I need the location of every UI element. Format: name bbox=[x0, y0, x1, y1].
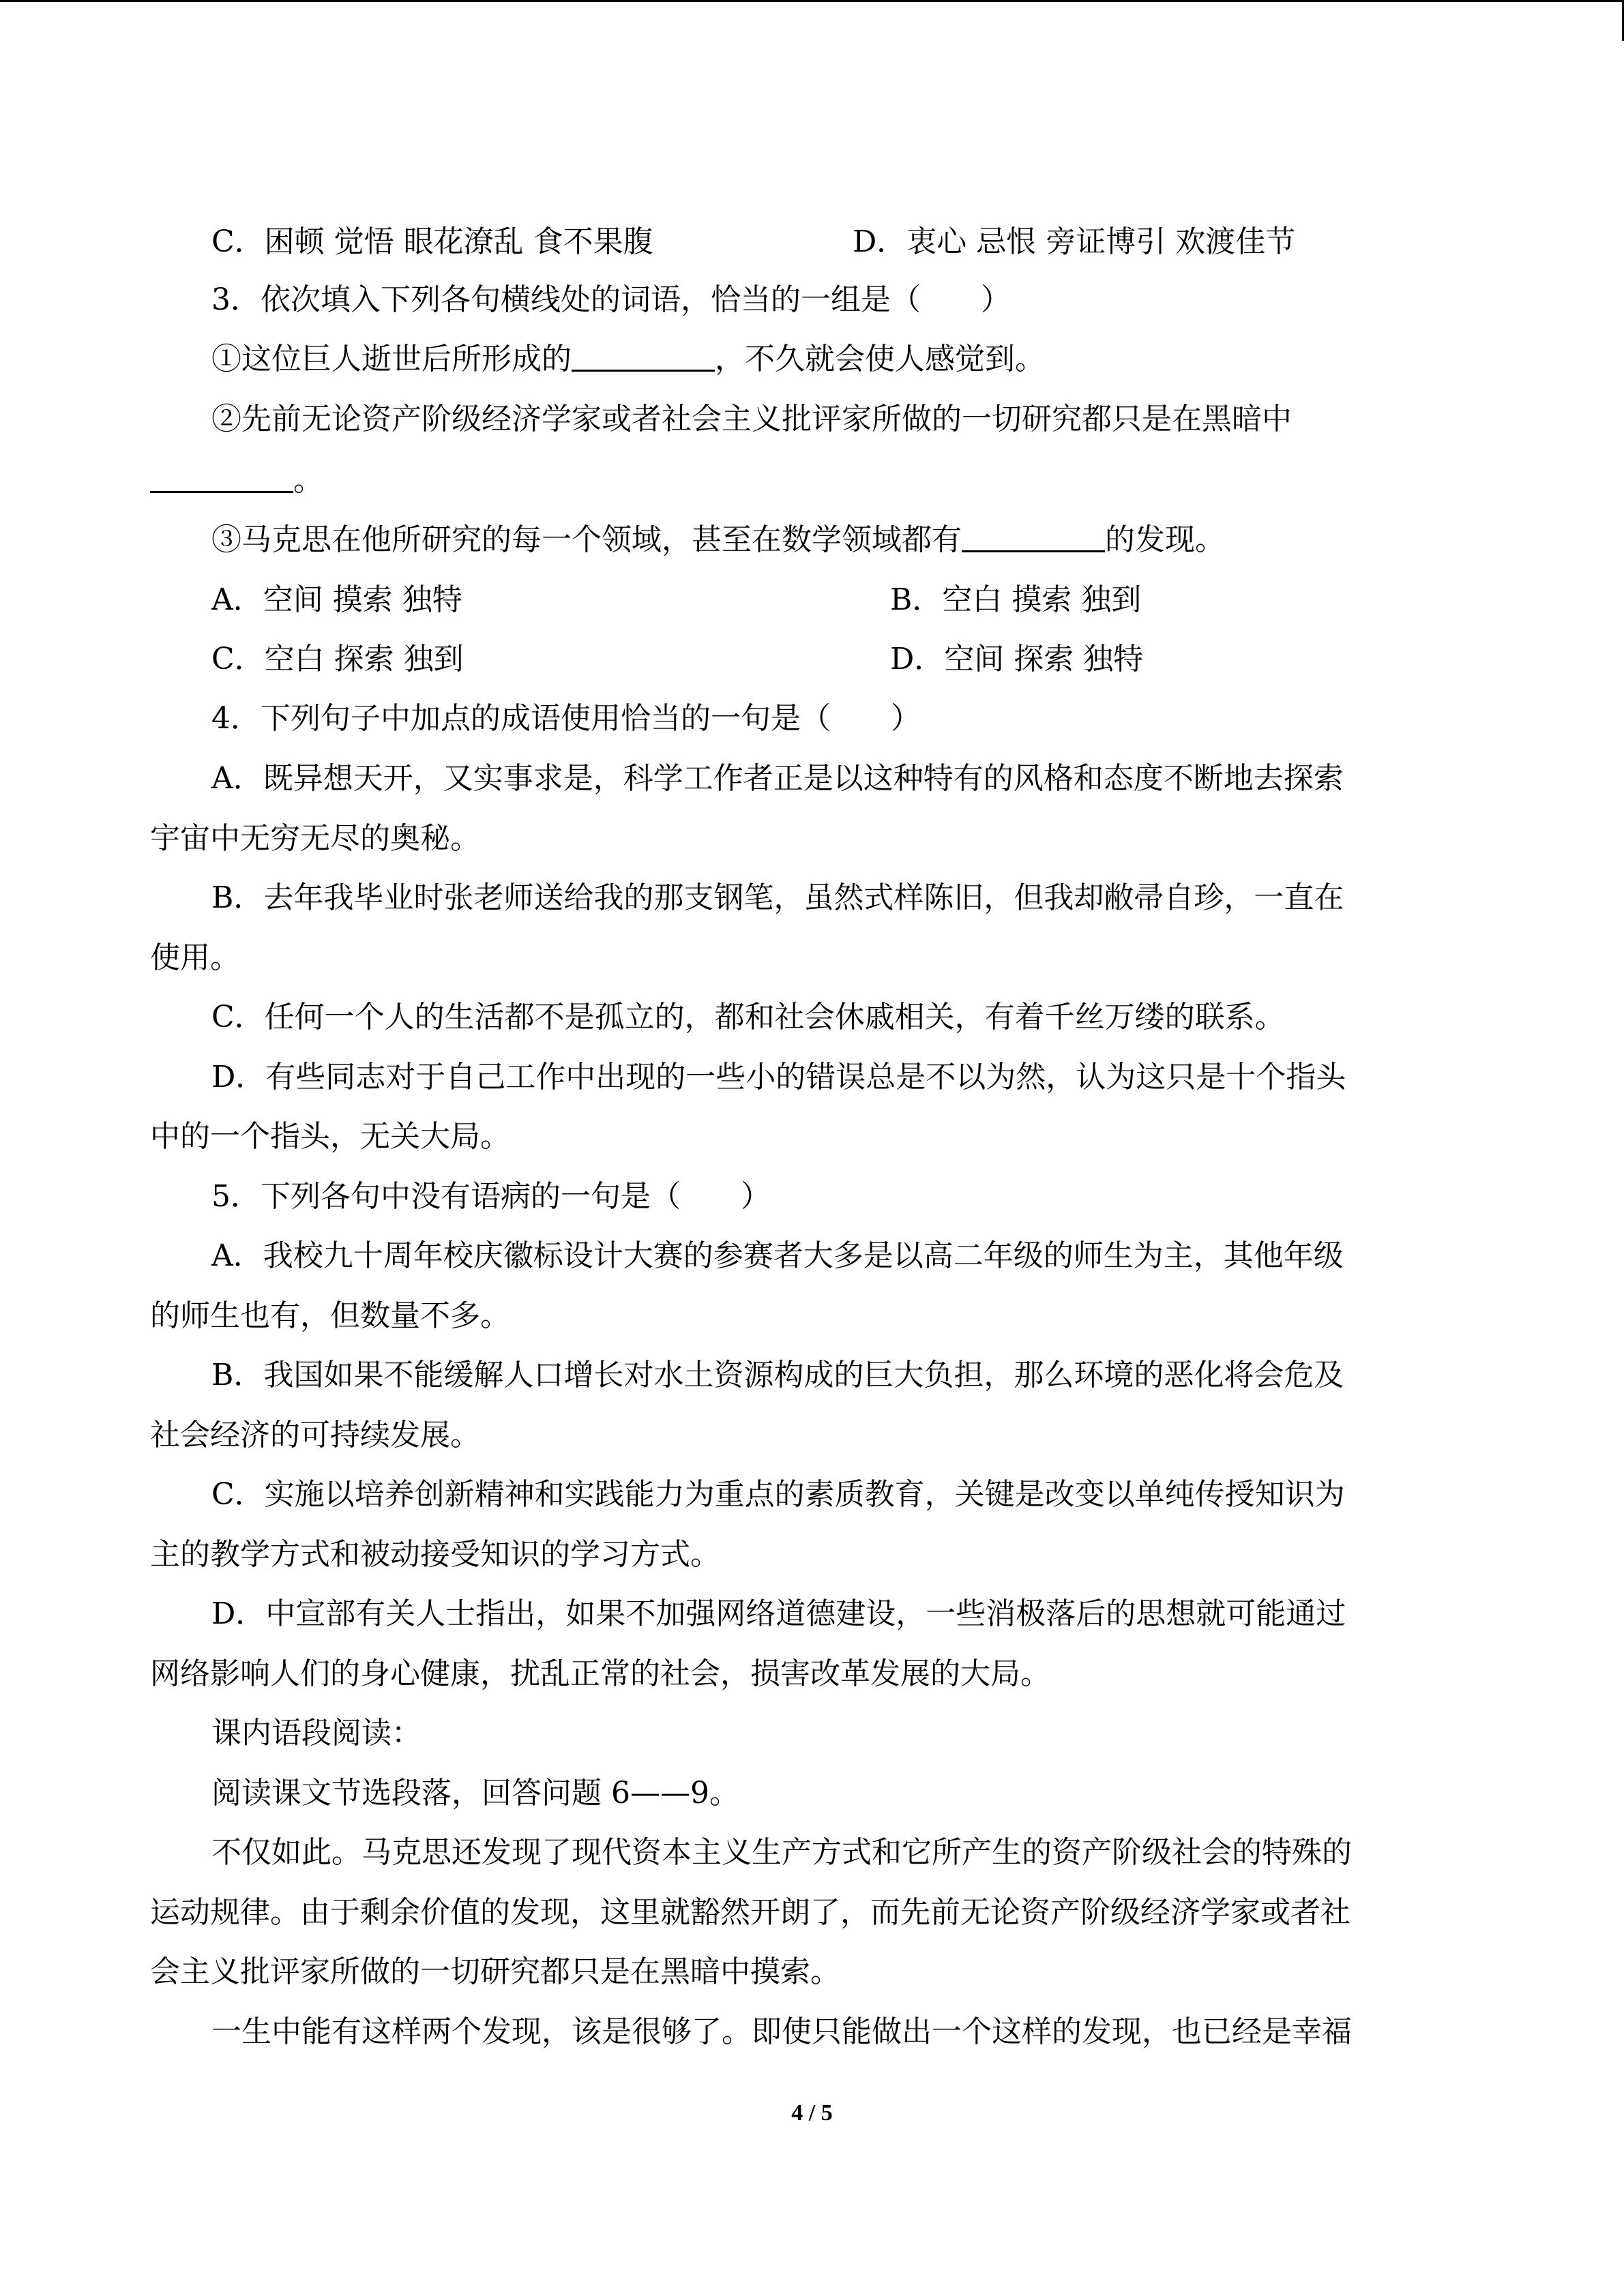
q3-sentence-2-cont bbox=[150, 456, 323, 499]
reading-paragraph-1-line2: 运动规律。由于剩余价值的发现，这里就豁然开朗了，而先前无论资产阶级经济学家或者社 bbox=[150, 1895, 1350, 1930]
q5-option-b-line1: B．我国如果不能缓解人口增长对水土资源构成的巨大负担，那么环境的恶化将会危及 bbox=[211, 1358, 1344, 1392]
q3-option-a: A．空间 摸索 独特 bbox=[211, 582, 462, 617]
reading-instruction: 阅读课文节选段落，回答问题 6——9。 bbox=[211, 1776, 739, 1810]
q4-option-d-line1: D．有些同志对于自己工作中出现的一些小的错误总是不以为然，认为这只是十个指头 bbox=[211, 1060, 1346, 1094]
q5-option-c-line1: C．实施以培养创新精神和实践能力为重点的素质教育，关键是改变以单纯传授知识为 bbox=[211, 1477, 1345, 1512]
reading-paragraph-1-line3: 会主义批评家所做的一切研究都只是在黑暗中摸索。 bbox=[150, 1954, 840, 1989]
fill-blank-2[interactable] bbox=[150, 464, 293, 493]
q4-option-b-line2: 使用。 bbox=[150, 940, 240, 975]
fill-blank-1[interactable] bbox=[572, 342, 715, 372]
q4-option-b-line1: B．去年我毕业时张老师送给我的那支钢笔，虽然式样陈旧，但我却敝帚自珍，一直在 bbox=[211, 880, 1344, 915]
page-number: 4 / 5 bbox=[791, 2100, 833, 2126]
q5-option-d-line2: 网络影响人们的身心健康，扰乱正常的社会，损害改革发展的大局。 bbox=[150, 1656, 1050, 1691]
reading-paragraph-1-line1: 不仅如此。马克思还发现了现代资本主义生产方式和它所产生的资产阶级社会的特殊的 bbox=[211, 1835, 1352, 1870]
q3-option-d: D．空间 探索 独特 bbox=[890, 642, 1144, 676]
q3-s3-part-b: 的发现。 bbox=[1105, 522, 1225, 557]
q3-s1-part-a: ①这位巨人逝世后所形成的 bbox=[211, 342, 572, 376]
q3-stem: 3．依次填入下列各句横线处的词语，恰当的一组是（ ） bbox=[211, 282, 1011, 317]
reading-paragraph-2-line1: 一生中能有这样两个发现，该是很够了。即使只能做出一个这样的发现，也已经是幸福 bbox=[211, 2014, 1352, 2049]
q3-option-b: B．空白 摸索 独到 bbox=[890, 582, 1142, 617]
q5-option-b-line2: 社会经济的可持续发展。 bbox=[150, 1418, 480, 1452]
q5-option-a-line1: A．我校九十周年校庆徽标设计大赛的参赛者大多是以高二年级的师生为主，其他年级 bbox=[211, 1238, 1344, 1273]
q4-stem: 4．下列句子中加点的成语使用恰当的一句是（ ） bbox=[211, 701, 921, 736]
q3-sentence-1 bbox=[211, 334, 1045, 378]
q4-option-d-line2: 中的一个指头，无关大局。 bbox=[150, 1119, 510, 1154]
q4-option-c: C．任何一个人的生活都不是孤立的，都和社会休戚相关，有着千丝万缕的联系。 bbox=[211, 1000, 1285, 1034]
q3-option-c: C．空白 探索 独到 bbox=[211, 642, 464, 676]
q5-option-a-line2: 的师生也有，但数量不多。 bbox=[150, 1298, 510, 1333]
q4-option-a-line2: 宇宙中无穷无尽的奥秘。 bbox=[150, 821, 480, 856]
q3-s2-end: 。 bbox=[293, 463, 323, 498]
q3-sentence-2: ②先前无论资产阶级经济学家或者社会主义批评家所做的一切研究都只是在黑暗中 bbox=[211, 402, 1292, 436]
q4-option-a-line1: A．既异想天开，又实事求是，科学工作者正是以这种特有的风格和态度不断地去探索 bbox=[211, 761, 1344, 796]
q2-option-d: D．衷心 忌恨 旁证博引 欢渡佳节 bbox=[853, 224, 1296, 259]
q3-sentence-3 bbox=[211, 515, 1225, 558]
q3-s3-part-a: ③马克思在他所研究的每一个领域，甚至在数学领域都有 bbox=[211, 522, 962, 557]
fill-blank-3[interactable] bbox=[962, 523, 1105, 552]
reading-heading: 课内语段阅读： bbox=[211, 1716, 422, 1750]
q5-option-d-line1: D．中宣部有关人士指出，如果不加强网络道德建设，一些消极落后的思想就可能通过 bbox=[211, 1596, 1346, 1631]
q5-stem: 5．下列各句中没有语病的一句是（ ） bbox=[211, 1179, 771, 1214]
q5-option-c-line2: 主的教学方式和被动接受知识的学习方式。 bbox=[150, 1537, 720, 1572]
q3-s1-part-b: ，不久就会使人感觉到。 bbox=[715, 342, 1045, 376]
q2-option-c: C．困顿 觉悟 眼花潦乱 食不果腹 bbox=[211, 224, 653, 259]
top-border-line bbox=[0, 0, 1624, 2]
